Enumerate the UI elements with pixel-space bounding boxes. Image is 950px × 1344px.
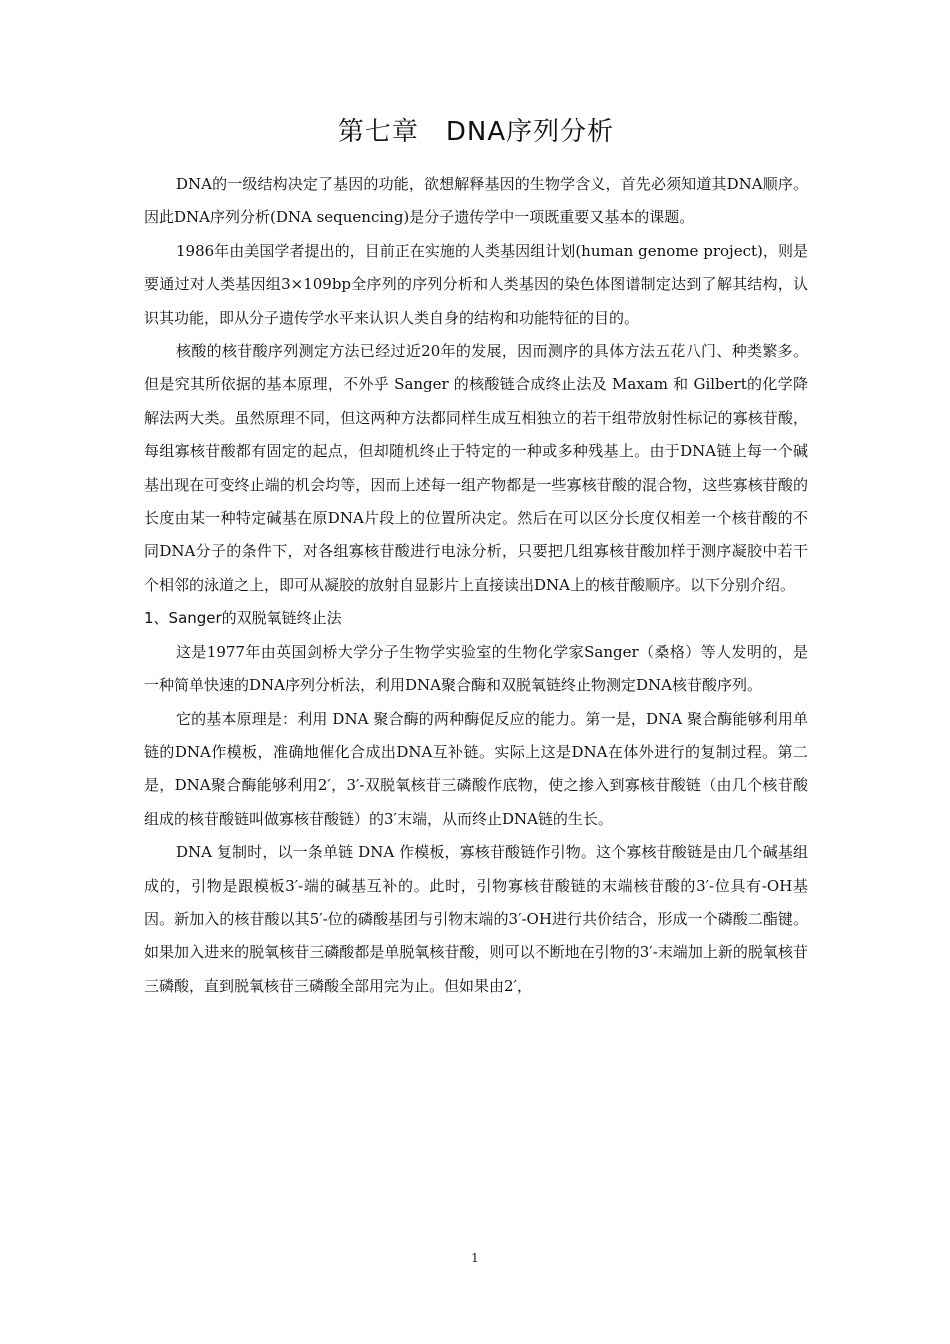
section-paragraph-1: 这是1977年由英国剑桥大学分子生物学实验室的生物化学家Sanger（桑格）等人发明的，是一种简单快速的DNA序列分析法，利用DNA聚合酶和双脱氧链终止物测定DNA核苷酸序列。 [144,642,808,695]
intro-paragraph-2: 1986年由美国学者提出的，目前正在实施的人类基因组计划(human genome project)，则是要通过对人类基因组3×109bp全序列的序列分析和人类基因的染色体图谱制定达到了解其结构，认识其功能，即从分子遗传学水平来认识人类自身的结构和功能特征的目的。 [144,241,808,327]
chapter-title: 第七章 DNA序列分析 [337,117,615,147]
section-heading: 1、Sanger的双脱氧链终止法 [144,609,342,628]
document-body [144,112,808,1003]
page-number: 1 [471,1251,479,1265]
intro-paragraph-3: 核酸的核苷酸序列测定方法已经过近20年的发展，因而测序的具体方法五花八门、种类繁多。但是究其所依据的基本原理，不外乎 Sanger 的核酸链合成终止法及 Maxam 和 Gilbert的化学降解法两大类。虽然原理不同，但这两种方法都同样生成互相独立的若干组带放射性标记的寡核苷酸，每组寡核苷酸都有固定的起点，但却随机终止于特定的一种或多种残基上。由于DNA链上每一个碱基出现在可变终止端的机会均等，因而上述每一组产物都是一些寡核苷酸的混合物，这些寡核苷酸的长度由某一种特定碱基在原DNA片段上的位置所决定。然后在可以区分长度仅相差一个核苷酸的不同DNA分子的条件下，对各组寡核苷酸进行电泳分析，只要把几组寡核苷酸加样于测序凝胶中若干个相邻的泳道之上，即可从凝胶的放射自显影片上直接读出DNA上的核苷酸顺序。以下分别介绍。 [144,342,808,594]
section-paragraph-3: DNA 复制时，以一条单链 DNA 作模板，寡核苷酸链作引物。这个寡核苷酸链是由几个碱基组成的，引物是跟模板3′-端的碱基互补的。此时，引物寡核苷酸链的末端核苷酸的3′-位具有-OH基因。新加入的核苷酸以其5′-位的磷酸基团与引物末端的3′-OH进行共价结合，形成一个磷酸二酯键。如果加入进来的脱氧核苷三磷酸都是单脱氧核苷酸，则可以不断地在引物的3′-末端加上新的脱氧核苷三磷酸，直到脱氧核苷三磷酸全部用完为止。但如果由2′， [144,843,808,995]
section-paragraph-2: 它的基本原理是：利用 DNA 聚合酶的两种酶促反应的能力。第一是，DNA 聚合酶能够利用单链的DNA作模板，准确地催化合成出DNA互补链。实际上这是DNA在体外进行的复制过程。第二是，DNA聚合酶能够利用2′，3′-双脱氧核苷三磷酸作底物，使之掺入到寡核苷酸链（由几个核苷酸组成的核苷酸链叫做寡核苷酸链）的3′末端，从而终止DNA链的生长。 [144,709,808,828]
intro-paragraph-1: DNA的一级结构决定了基因的功能，欲想解释基因的生物学含义，首先必须知道其DNA顺序。因此DNA序列分析(DNA sequencing)是分子遗传学中一项既重要又基本的课题。 [144,175,808,227]
